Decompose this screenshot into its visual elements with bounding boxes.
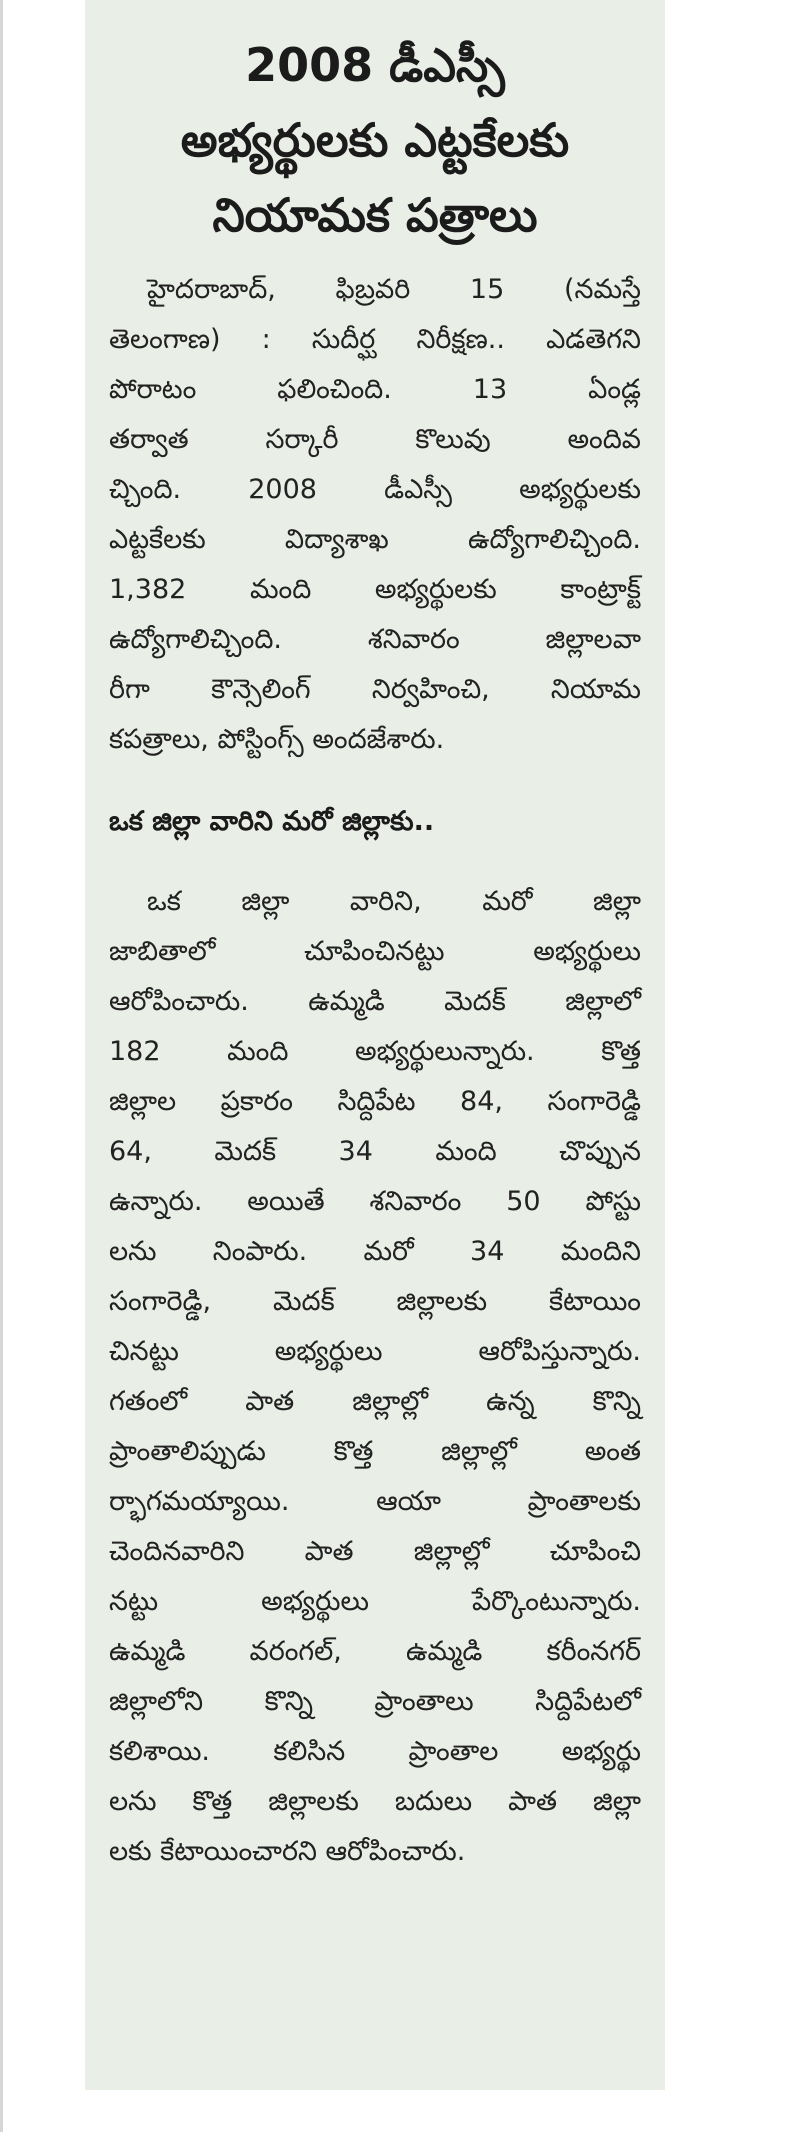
page-edge-rule <box>0 0 3 2132</box>
headline-line: 2008 డీఎస్సీ <box>245 38 505 92</box>
text-line: ఉన్నారు. అయితే శనివారం 50 పోస్టు <box>109 1186 641 1217</box>
text-line: ఒక జిల్లా వారిని, మరో జిల్లా <box>147 886 641 917</box>
text-line: ఆరోపించారు. ఉమ్మడి మెదక్ జిల్లాలో <box>109 986 641 1017</box>
text-line: ఎట్టకేలకు విద్యాశాఖ ఉద్యోగాలిచ్చింది. <box>109 524 641 555</box>
text-line: కపత్రాలు, పోస్టింగ్స్ అందజేశారు. <box>109 724 445 755</box>
text-line: గతంలో పాత జిల్లాల్లో ఉన్న కొన్ని <box>109 1386 641 1417</box>
text-line: 64, మెదక్ 34 మంది చొప్పున <box>109 1136 641 1167</box>
text-line: సంగారెడ్డి, మెదక్ జిల్లాలకు కేటాయిం <box>109 1286 641 1317</box>
newspaper-clipping <box>85 0 665 2090</box>
text-line: చెందినవారిని పాత జిల్లాల్లో చూపించి <box>109 1536 641 1567</box>
headline <box>109 28 641 253</box>
text-line: జిల్లాల ప్రకారం సిద్దిపేట 84, సంగారెడ్డి <box>109 1086 641 1117</box>
headline-line: అభ్యర్థులకు ఎట్టకేలకు <box>180 113 570 167</box>
subheading: ఒక జిల్లా వారిని మరో జిల్లాకు.. <box>109 806 435 837</box>
text-line: 182 మంది అభ్యర్థులున్నారు. కొత్త <box>109 1036 641 1067</box>
text-line: లకు కేటాయించారని ఆరోపించారు. <box>109 1836 466 1867</box>
text-line: లను కొత్త జిల్లాలకు బదులు పాత జిల్లా <box>109 1786 641 1817</box>
text-line: జిల్లాలోని కొన్ని ప్రాంతాలు సిద్దిపేటలో <box>109 1686 641 1717</box>
text-line: ఉమ్మడి వరంగల్, ఉమ్మడి కరీంనగర్ <box>109 1636 641 1667</box>
text-line: నట్టు అభ్యర్థులు పేర్కొంటున్నారు. <box>109 1586 641 1617</box>
text-line: హైదరాబాద్, ఫిబ్రవరి 15 (నమస్తే <box>147 274 641 305</box>
text-line: చ్చింది. 2008 డీఎస్సీ అభ్యర్థులకు <box>109 474 641 505</box>
text-line: పోరాటం ఫలించింది. 13 ఏండ్ల <box>109 374 641 405</box>
text-line: రీగా కౌన్సెలింగ్ నిర్వహించి, నియామ <box>109 674 641 705</box>
text-line: చినట్టు అభ్యర్థులు ఆరోపిస్తున్నారు. <box>109 1336 641 1367</box>
text-line: లను నింపారు. మరో 34 మందిని <box>109 1236 641 1267</box>
text-line: తెలంగాణ) : సుదీర్ఘ నిరీక్షణ.. ఎడతెగని <box>109 324 641 355</box>
text-line: జాబితాలో చూపించినట్టు అభ్యర్థులు <box>109 936 641 967</box>
text-line: 1,382 మంది అభ్యర్థులకు కాంట్రాక్ట్ <box>109 574 641 605</box>
text-line: ప్రాంతాలిప్పుడు కొత్త జిల్లాల్లో అంత <box>109 1436 641 1467</box>
text-line: తర్వాత సర్కారీ కొలువు అందివ <box>109 424 641 455</box>
text-line: ఉద్యోగాలిచ్చింది. శనివారం జిల్లాలవా <box>109 624 641 655</box>
headline-line: నియామక పత్రాలు <box>212 188 538 242</box>
paragraph-body <box>109 877 641 1877</box>
paragraph-intro <box>109 265 641 765</box>
text-line: కలిశాయి. కలిసిన ప్రాంతాల అభ్యర్థు <box>109 1736 641 1767</box>
text-line: ర్భాగమయ్యాయి. ఆయా ప్రాంతాలకు <box>109 1486 641 1517</box>
